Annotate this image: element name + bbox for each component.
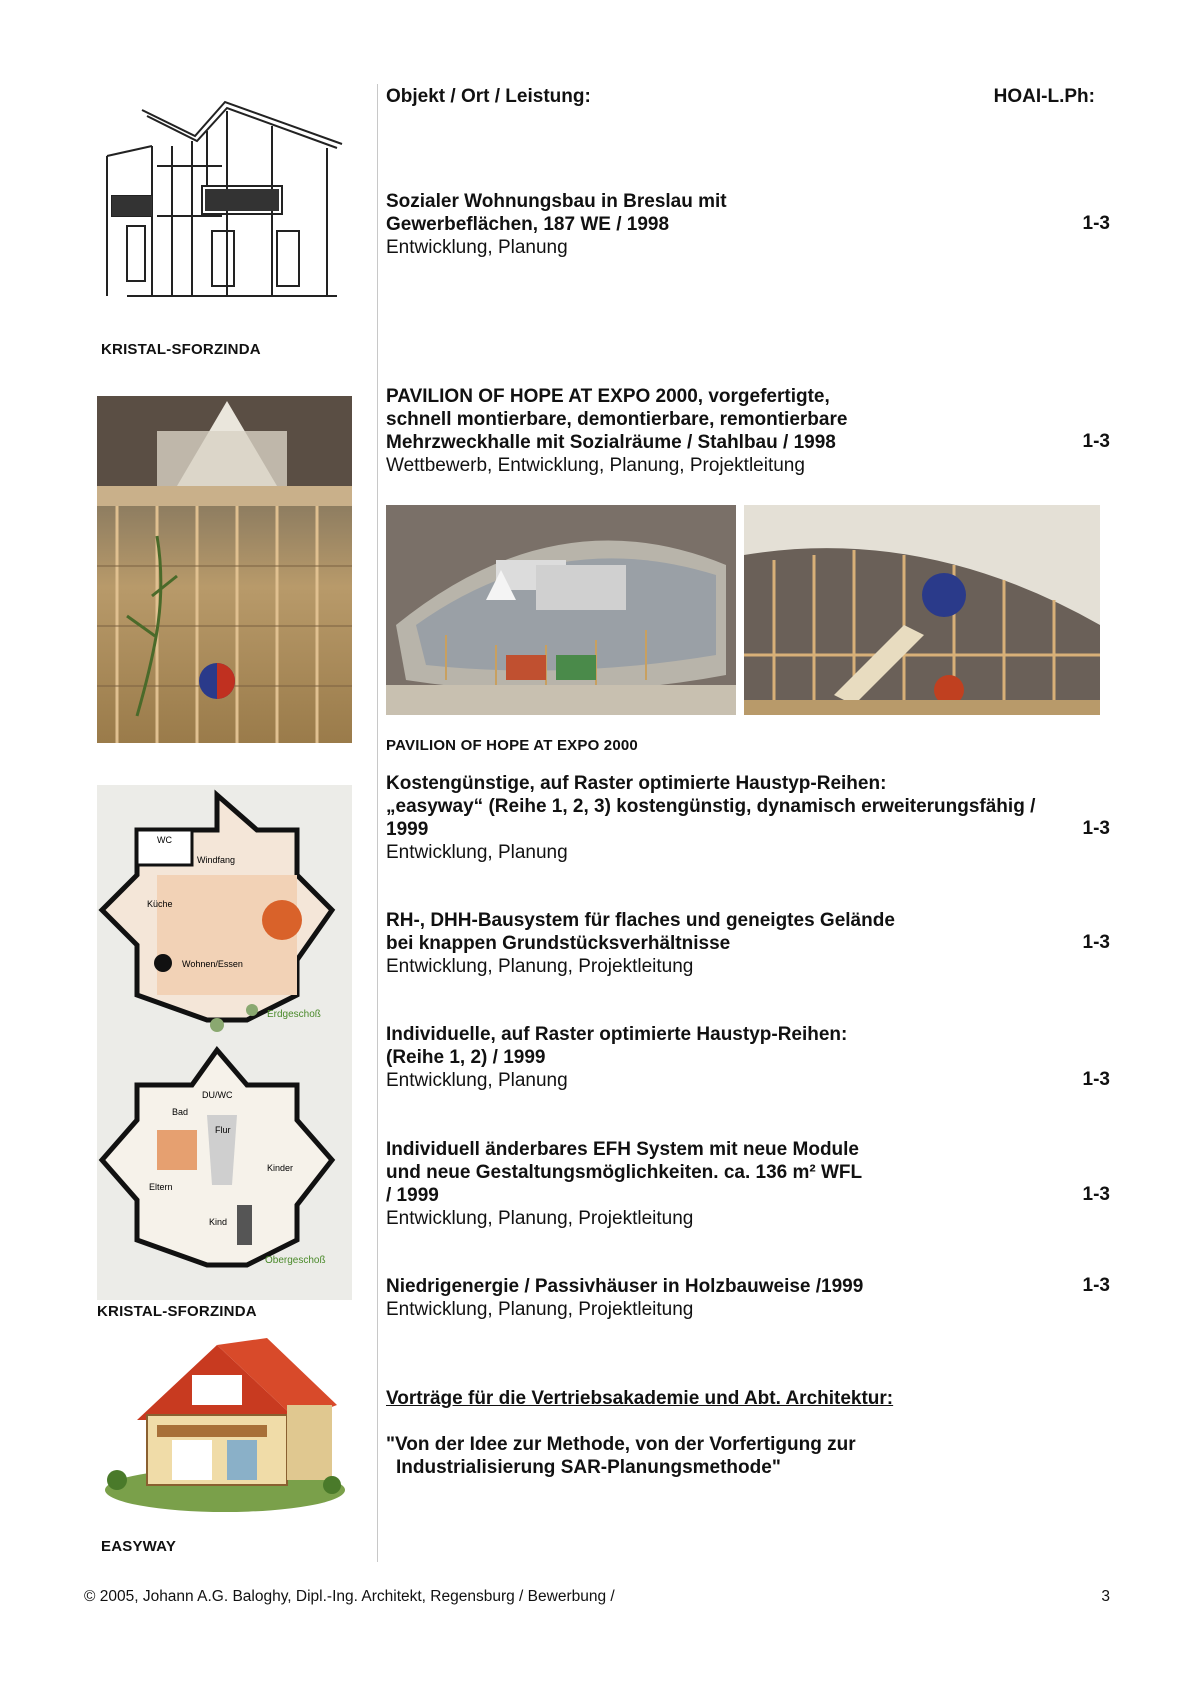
entry-title-line: Individuell änderbares EFH System mit neue Module <box>386 1139 859 1160</box>
project-entry-breslau <box>386 190 1106 259</box>
plan-label-obergeschoss: Obergeschoß <box>265 1255 326 1266</box>
column-header-object: Objekt / Ort / Leistung: <box>386 86 591 107</box>
entry-title-line: / 1999 <box>386 1185 439 1206</box>
entry-phase: 1-3 <box>1082 431 1110 452</box>
easyway-house-image <box>97 1330 352 1515</box>
entry-title-line: Gewerbeflächen, 187 WE / 1998 <box>386 214 670 235</box>
talks-quote-line-2: Industrialisierung SAR-Planungsmethode" <box>396 1457 781 1478</box>
entry-title-line: und neue Gestaltungsmöglichkeiten. ca. 136 m² WFL <box>386 1162 863 1183</box>
plan-label-eltern: Eltern <box>149 1182 173 1192</box>
entry-phase: 1-3 <box>1082 213 1110 234</box>
entry-title-line: Sozialer Wohnungsbau in Breslau mit <box>386 191 727 212</box>
entry-title-line: Niedrigenergie / Passivhäuser in Holzbauweise /1999 <box>386 1276 864 1297</box>
project-entry-efh-system <box>386 1138 1106 1230</box>
entry-title-line: RH-, DHH-Bausystem für flaches und geneigtes Gelände <box>386 910 895 931</box>
page-number: 3 <box>1101 1588 1110 1605</box>
pavilion-interior-photo <box>744 505 1100 715</box>
entry-services: Entwicklung, Planung <box>386 842 568 863</box>
plan-label-erdgeschoss: Erdgeschoß <box>267 1009 321 1020</box>
entry-services: Entwicklung, Planung, Projektleitung <box>386 956 694 977</box>
project-entry-passivhaus <box>386 1275 1106 1321</box>
talks-heading: Vorträge für die Vertriebsakademie und Abt. Architektur: <box>386 1388 894 1409</box>
entry-phase: 1-3 <box>1082 1275 1110 1296</box>
entry-title-line: „easyway“ (Reihe 1, 2, 3) kostengünstig, dynamisch erweiterungsfähig / <box>386 796 1036 817</box>
entry-services: Wettbewerb, Entwicklung, Planung, Projektleitung <box>386 455 805 476</box>
plan-label-kueche: Küche <box>147 899 173 909</box>
project-entry-bausystem <box>386 909 1106 978</box>
plan-label-kinder: Kinder <box>267 1163 294 1173</box>
pavilion-aerial-photo <box>386 505 736 715</box>
entry-services: Entwicklung, Planung <box>386 237 568 258</box>
caption-kristal-sforzinda-1: KRISTAL-SFORZINDA <box>101 341 261 358</box>
plan-label-kind: Kind <box>209 1217 228 1227</box>
entry-title-line: bei knappen Grundstücksverhältnisse <box>386 933 731 954</box>
entry-title-line: Mehrzweckhalle mit Sozialräume / Stahlbau / 1998 <box>386 432 836 453</box>
project-entry-individuelle <box>386 1023 1106 1092</box>
entry-title-line: Kostengünstige, auf Raster optimierte Haustyp-Reihen: <box>386 773 887 794</box>
entry-phase: 1-3 <box>1082 932 1110 953</box>
entry-services: Entwicklung, Planung <box>386 1070 568 1091</box>
entry-title-line: Individuelle, auf Raster optimierte Haustyp-Reihen: <box>386 1024 848 1045</box>
plan-label-bad: Bad <box>172 1107 189 1117</box>
entry-phase: 1-3 <box>1082 1069 1110 1090</box>
talks-quote <box>386 1433 1106 1479</box>
footer-copyright: © 2005, Johann A.G. Baloghy, Dipl.-Ing. Architekt, Regensburg / Bewerbung / <box>84 1588 615 1605</box>
entry-phase: 1-3 <box>1082 1184 1110 1205</box>
floor-plan-image <box>97 785 352 1300</box>
caption-easyway: EASYWAY <box>101 1538 177 1555</box>
entry-title-line: PAVILION OF HOPE AT EXPO 2000, vorgefertigte, <box>386 386 830 407</box>
caption-kristal-sforzinda-2: KRISTAL-SFORZINDA <box>97 1303 257 1320</box>
plan-label-duwc: DU/WC <box>202 1090 233 1100</box>
plan-label-wohnen: Wohnen/Essen <box>182 959 243 969</box>
entry-title-line: 1999 <box>386 819 429 840</box>
entry-title-line: schnell montierbare, demontierbare, remontierbare <box>386 409 848 430</box>
entry-title-line: (Reihe 1, 2) / 1999 <box>386 1047 546 1068</box>
project-entry-pavilion <box>386 385 1106 477</box>
entry-services: Entwicklung, Planung, Projektleitung <box>386 1299 694 1320</box>
column-divider <box>377 84 378 1562</box>
pavilion-model-photo <box>97 396 352 743</box>
talks-quote-line-1: "Von der Idee zur Methode, von der Vorfertigung zur <box>386 1434 856 1455</box>
house-sketch-image <box>97 86 352 340</box>
entry-services: Entwicklung, Planung, Projektleitung <box>386 1208 694 1229</box>
entry-phase: 1-3 <box>1082 818 1110 839</box>
plan-label-wc: WC <box>157 835 172 845</box>
column-header-phase: HOAI-L.Ph: <box>993 86 1095 107</box>
plan-label-windfang: Windfang <box>197 855 236 865</box>
plan-label-flur: Flur <box>215 1125 231 1135</box>
project-entry-easyway <box>386 772 1106 864</box>
caption-pavilion: PAVILION OF HOPE AT EXPO 2000 <box>386 737 638 754</box>
